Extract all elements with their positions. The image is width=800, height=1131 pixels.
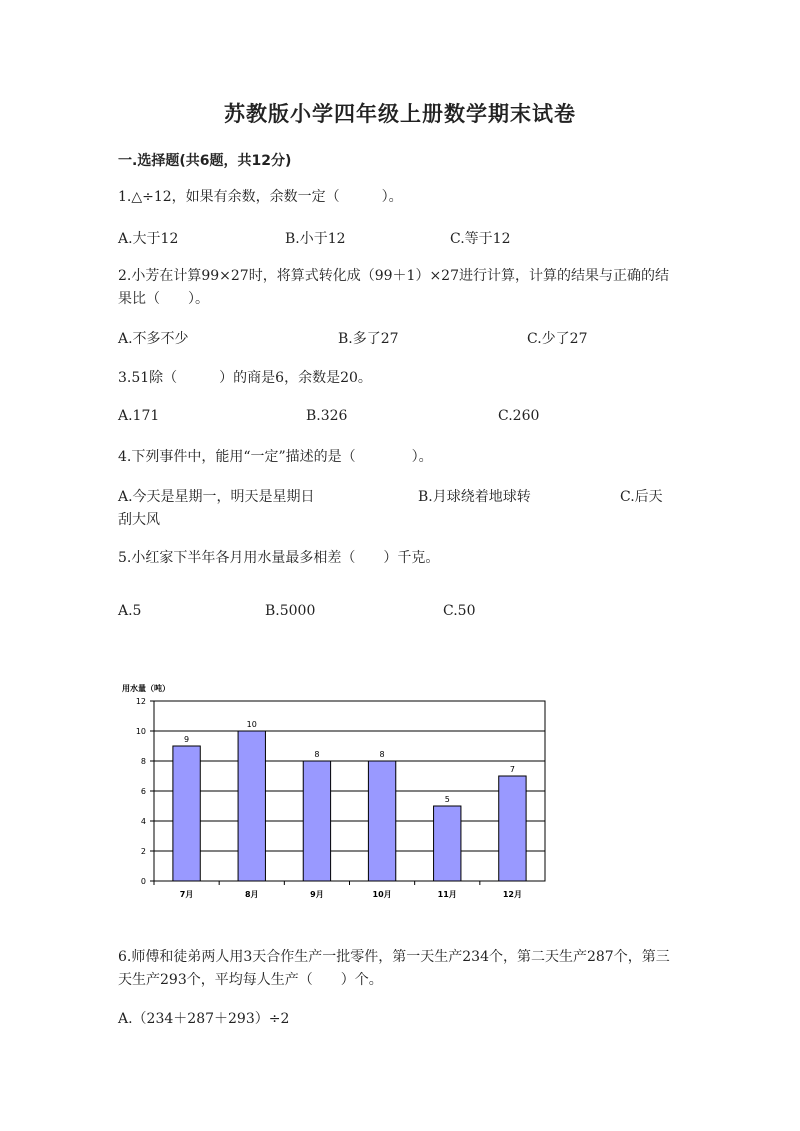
section-heading: 一.选择题(共6题，共12分) bbox=[118, 153, 292, 169]
q4-option-c: C.后天 bbox=[620, 489, 663, 505]
q2-option-a: A.不多不少 bbox=[118, 331, 189, 347]
q4-option-b: B.月球绕着地球转 bbox=[418, 489, 531, 505]
question-3: 3.51除（ ）的商是6，余数是20。 bbox=[118, 370, 372, 386]
y-tick-label: 4 bbox=[140, 817, 146, 826]
bar-value-label: 10 bbox=[246, 720, 257, 729]
x-tick-label: 7月 bbox=[179, 890, 194, 899]
chart-ylabel: 用水量（吨） bbox=[122, 684, 170, 693]
bar-value-label: 8 bbox=[379, 750, 385, 759]
bar bbox=[368, 761, 395, 881]
bar bbox=[173, 746, 200, 881]
bar-value-label: 9 bbox=[184, 735, 190, 744]
question-1: 1.△÷12，如果有余数，余数一定（ ）。 bbox=[118, 189, 403, 205]
question-5: 5.小红家下半年各月用水量最多相差（ ）千克。 bbox=[118, 550, 440, 566]
question-2: 2.小芳在计算99×27时，将算式转化成（99＋1）×27进行计算，计算的结果与正确的结果比（ ）。 bbox=[118, 268, 669, 307]
y-tick-label: 6 bbox=[140, 787, 146, 796]
x-tick-label: 8月 bbox=[244, 890, 259, 899]
q2-option-b: B.多了27 bbox=[338, 331, 399, 347]
q4-option-c-continued: 刮大风 bbox=[118, 512, 160, 528]
q3-option-a: A.171 bbox=[118, 408, 160, 424]
q5-option-a: A.5 bbox=[118, 603, 142, 619]
y-tick-label: 12 bbox=[135, 697, 146, 706]
q1-option-a: A.大于12 bbox=[118, 231, 179, 247]
question-4: 4.下列事件中，能用“一定”描述的是（ ）。 bbox=[118, 449, 433, 465]
question-6: 6.师傅和徒弟两人用3天合作生产一批零件，第一天生产234个，第二天生产287个，第三天生产293个，平均每人生产（ ）个。 bbox=[118, 949, 670, 988]
y-tick-label: 8 bbox=[140, 757, 146, 766]
bar-value-label: 7 bbox=[509, 765, 515, 774]
bar bbox=[434, 806, 461, 881]
bar bbox=[303, 761, 330, 881]
x-tick-label: 11月 bbox=[437, 890, 457, 899]
water-usage-bar-chart bbox=[118, 680, 558, 905]
q5-option-b: B.5000 bbox=[265, 603, 316, 619]
x-tick-label: 12月 bbox=[502, 890, 522, 899]
q1-option-c: C.等于12 bbox=[450, 231, 511, 247]
y-tick-label: 0 bbox=[140, 877, 146, 886]
x-tick-label: 10月 bbox=[372, 890, 392, 899]
q3-option-c: C.260 bbox=[498, 408, 540, 424]
page-title: 苏教版小学四年级上册数学期末试卷 bbox=[224, 102, 576, 126]
bar bbox=[238, 731, 265, 881]
bar-value-label: 8 bbox=[314, 750, 320, 759]
q2-option-c: C.少了27 bbox=[527, 331, 588, 347]
y-tick-label: 10 bbox=[135, 727, 146, 736]
q4-option-a: A.今天是星期一，明天是星期日 bbox=[118, 489, 315, 505]
q1-option-b: B.小于12 bbox=[285, 231, 346, 247]
bar-value-label: 5 bbox=[444, 795, 450, 804]
q3-option-b: B.326 bbox=[306, 408, 348, 424]
y-tick-label: 2 bbox=[140, 847, 146, 856]
bar bbox=[499, 776, 526, 881]
x-tick-label: 9月 bbox=[310, 890, 324, 899]
q5-option-c: C.50 bbox=[443, 603, 476, 619]
q6-option-a: A.（234＋287＋293）÷2 bbox=[118, 1011, 290, 1027]
